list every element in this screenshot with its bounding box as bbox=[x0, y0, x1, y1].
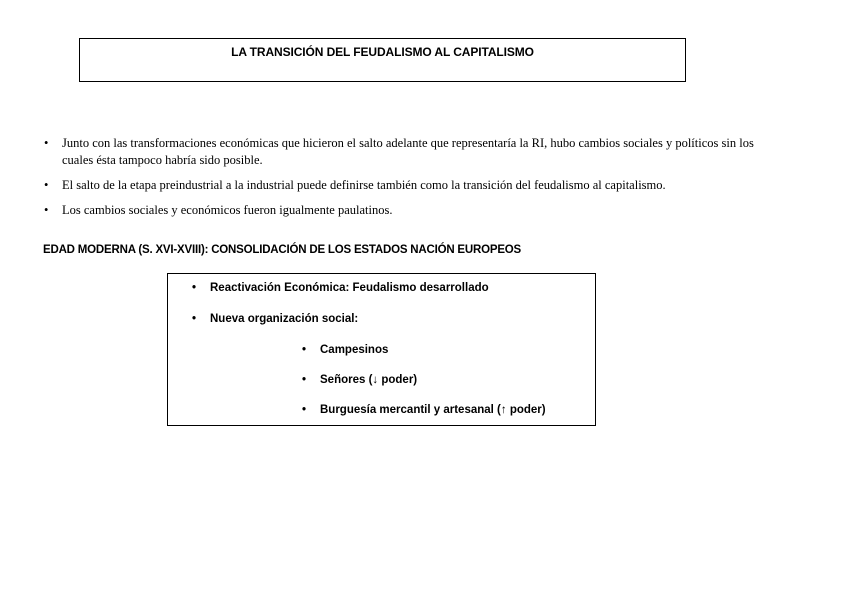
box-item-social bbox=[192, 313, 358, 325]
box-item-text: Reactivación Económica: Feudalismo desarrollado bbox=[210, 282, 489, 294]
box-subitem-text: Burguesía mercantil y artesanal (↑ poder) bbox=[320, 404, 546, 416]
list-item bbox=[40, 202, 780, 219]
box-subitem-burguesia bbox=[302, 404, 546, 416]
box-subitem-campesinos bbox=[302, 344, 388, 356]
box-item-text: Nueva organización social: bbox=[210, 313, 359, 325]
box-subitem-senores bbox=[302, 374, 417, 386]
box-subitem-text: Señores (↓ poder) bbox=[320, 374, 418, 386]
bullet-icon: • bbox=[302, 404, 307, 416]
box-item-economic bbox=[192, 282, 489, 294]
list-item-text: El salto de la etapa preindustrial a la industrial puede definirse también como la transición del feudalismo al capitalismo. bbox=[62, 178, 666, 192]
list-item-text: Los cambios sociales y económicos fueron igualmente paulatinos. bbox=[62, 203, 393, 217]
list-item bbox=[40, 135, 780, 169]
bullet-icon: • bbox=[44, 203, 49, 217]
section-heading: EDAD MODERNA (S. XVI-XVIII): CONSOLIDACIÓN DE LOS ESTADOS NACIÓN EUROPEOS bbox=[43, 244, 522, 256]
bullet-icon: • bbox=[302, 344, 307, 356]
intro-bullet-list bbox=[40, 135, 780, 227]
bullet-icon: • bbox=[192, 282, 197, 294]
bullet-icon: • bbox=[192, 313, 197, 325]
box-subitem-text: Campesinos bbox=[320, 344, 389, 356]
bullet-icon: • bbox=[302, 374, 307, 386]
bullet-icon: • bbox=[44, 178, 49, 192]
list-item-text: Junto con las transformaciones económicas que hicieron el salto adelante que representaría la RI, hubo cambios sociales y políticos sin los cuales ésta tampoco habría sido posible. bbox=[62, 136, 754, 167]
bullet-icon: • bbox=[44, 136, 49, 150]
document-title: LA TRANSICIÓN DEL FEUDALISMO AL CAPITALISMO bbox=[231, 45, 534, 59]
content-box bbox=[167, 273, 596, 426]
list-item bbox=[40, 177, 780, 194]
title-box bbox=[79, 38, 686, 82]
